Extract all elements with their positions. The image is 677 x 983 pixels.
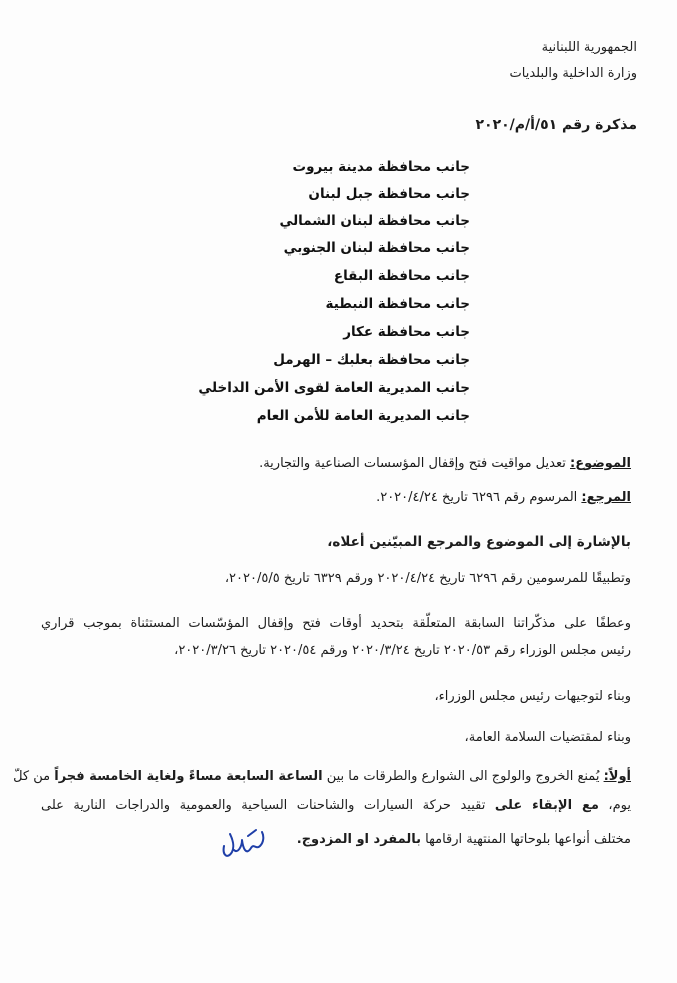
decrees-paragraph: وتطبيقًا للمرسومين رقم ٦٢٩٦ تاريخ ٢٠٢٠/٤/٢٤ ورقم ٦٣٢٩ تاريخ ٢٠٢٠/٥/٥، [224, 571, 631, 586]
previous-memos-line-1: وعطفًا على مذكّراتنا السابقة المتعلّقة بتحديد أوقات فتح وإقفال المؤسّسات المستثناة بموجب قراري [41, 616, 631, 631]
ministry-heading: وزارة الداخلية والبلديات [509, 66, 637, 81]
first-clause-day: يوم، [598, 798, 631, 813]
first-clause-plates: مختلف أنواعها بلوحاتها المنتهية ارقامها [421, 832, 631, 847]
memo-number: مذكرة رقم ٥١/أ/م/٢٠٢٠ [475, 117, 637, 133]
pm-directives-paragraph: وبناء لتوجيهات رئيس مجلس الوزراء، [434, 689, 631, 704]
recipient-item: جانب محافظة جبل لبنان [308, 186, 470, 202]
recipient-item: جانب محافظة مدينة بيروت [292, 159, 470, 175]
recipient-item: جانب المديرية العامة لقوى الأمن الداخلي [198, 380, 470, 396]
first-clause-odd-even: بالمفرد او المزدوج. [296, 832, 422, 847]
first-clause-line-1 [13, 769, 631, 784]
recipient-item: جانب محافظة لبنان الشمالي [279, 213, 470, 229]
reference-text: المرسوم رقم ٦٢٩٦ تاريخ ٢٠٢٠/٤/٢٤. [376, 490, 582, 505]
handwritten-initial-signature [218, 826, 268, 862]
subject-text: تعديل مواقيت فتح وإقفال المؤسسات الصناعية والتجارية. [259, 456, 570, 471]
subject-line [259, 456, 631, 471]
recipient-item: جانب محافظة عكار [343, 324, 470, 340]
recipient-item: جانب محافظة البقاع [333, 268, 470, 284]
first-clause-line-2 [41, 798, 631, 813]
republic-heading: الجمهورية اللبنانية [541, 40, 637, 55]
first-clause-line-3 [297, 832, 631, 847]
public-safety-paragraph: وبناء لمقتضيات السلامة العامة، [464, 730, 631, 745]
reference-line [376, 490, 631, 505]
first-clause-text-a: يُمنع الخروج والولوج الى الشوارع والطرقات ما بين [322, 769, 604, 784]
recipient-item: جانب محافظة لبنان الجنوبي [283, 240, 470, 256]
first-clause-hours: الساعة السابعة مساءً ولغاية الخامسة فجراً [54, 769, 323, 784]
first-clause-restriction: تقييد حركة السيارات والشاحنات السياحية والعمومية والدراجات النارية على [41, 798, 495, 813]
subject-label: الموضوع: [570, 456, 631, 471]
first-clause-text-c: من كلّ [13, 769, 55, 784]
intro-paragraph: بالإشارة إلى الموضوع والمرجع المبيّنين أعلاه، [327, 534, 631, 550]
previous-memos-line-2: رئيس مجلس الوزراء رقم ٢٠٢٠/٥٣ تاريخ ٢٠٢٠/٣/٢٤ ورقم ٢٠٢٠/٥٤ تاريخ ٢٠٢٠/٣/٢٦، [174, 643, 631, 658]
recipient-item: جانب المديرية العامة للأمن العام [256, 408, 470, 424]
recipient-item: جانب محافظة بعلبك – الهرمل [273, 352, 470, 368]
recipient-item: جانب محافظة النبطية [325, 296, 470, 312]
first-clause-keep: مع الإبقاء على [494, 798, 599, 813]
reference-label: المرجع: [581, 490, 631, 505]
first-clause-label: أولاً: [603, 769, 631, 784]
